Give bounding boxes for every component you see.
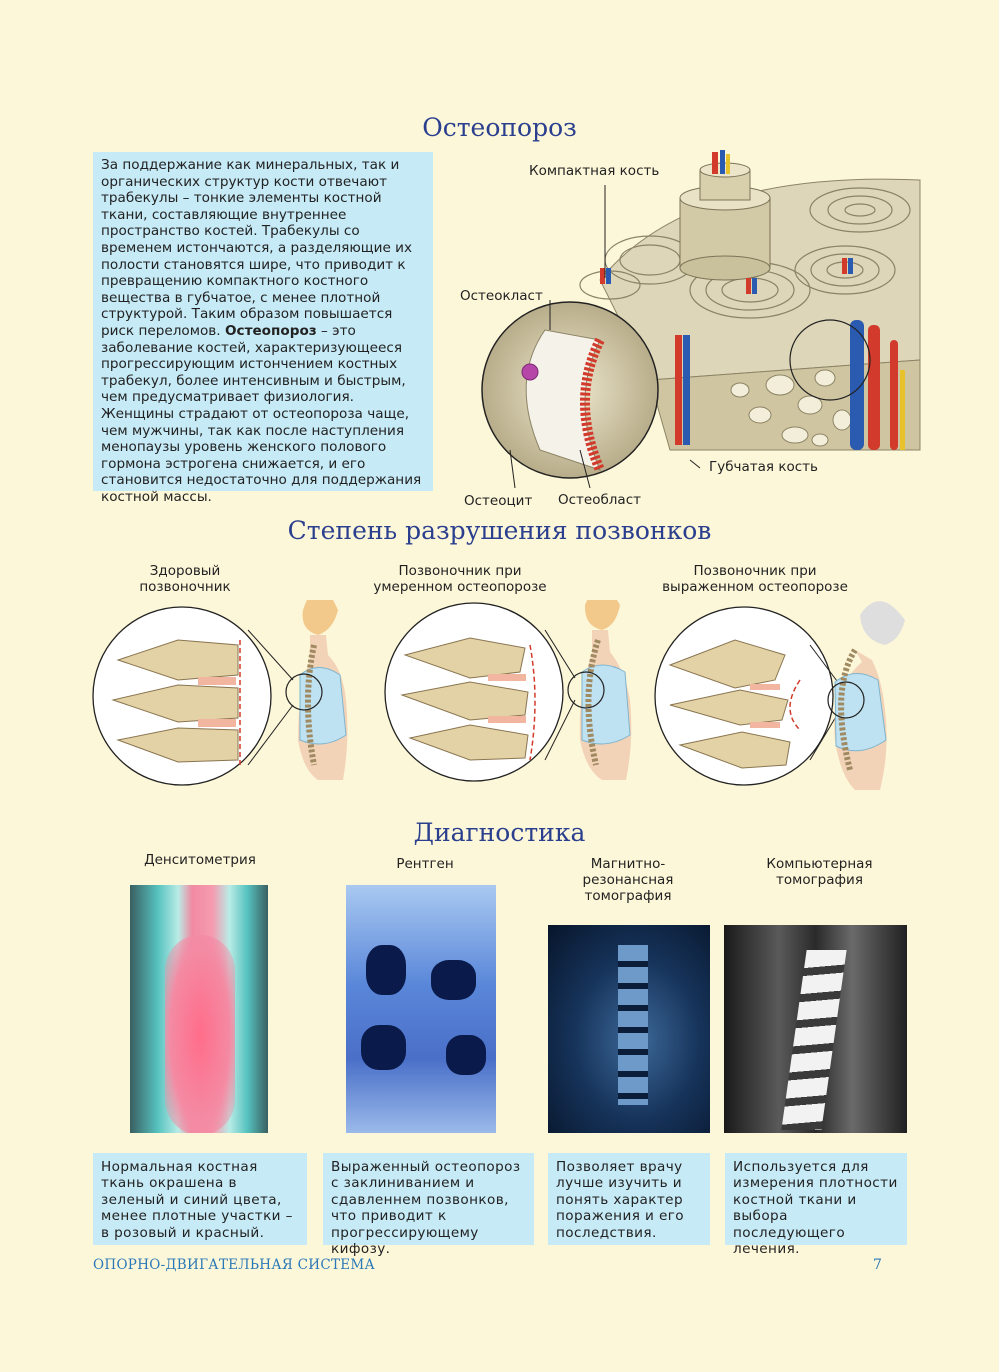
stage-label-healthy <box>95 563 275 595</box>
description-text-start: За поддержание как минеральных, так и органических структур кости отвечают трабекулы – тонкие элементы костной ткани, составляющие внутреннее пространство костей. Трабекулы со временем истончаются, а разделяющие их полости становятся шире, что приводит к превращению компактного костного вещества в губчатое, с менее плотной структурой. Таким образом повышается риск переломов. <box>101 157 413 339</box>
stage-label-line: Позвоночник при <box>398 563 522 579</box>
label-spongy-bone: Губчатая кость <box>709 459 819 475</box>
stage-illustration-moderate <box>380 600 650 805</box>
method-name-line: Магнитно- <box>590 856 666 872</box>
stage-label-line: Позвоночник при <box>693 563 817 579</box>
stage-label-line: Здоровый <box>149 563 221 579</box>
section-title-vertebrae: Степень разрушения позвонков <box>287 516 712 545</box>
osteoporosis-description <box>93 152 433 505</box>
caption-mri: Позволяет врачу лучше изучить и понять характер поражения и его последствия. <box>548 1153 710 1245</box>
caption-densitometry: Нормальная костная ткань окрашена в зеленый и синий цвета, менее плотные участки – в розовый и красный. <box>93 1153 307 1245</box>
caption-ct: Используется для измерения плотности костной ткани и выбора последующего лечения. <box>725 1153 907 1245</box>
mri-image <box>548 925 710 1133</box>
method-name-line: резонансная <box>582 872 674 888</box>
label-osteoblast: Остеобласт <box>558 492 641 508</box>
method-name-xray <box>335 856 515 872</box>
footer-section-name: ОПОРНО-ДВИГАТЕЛЬНАЯ СИСТЕМА <box>93 1257 376 1273</box>
xray-image <box>346 885 496 1133</box>
stage-illustration-severe <box>650 600 920 805</box>
description-text-end: – это заболевание костей, характеризующееся прогрессирующим истончением костных трабекул, более интенсивным и быстрым, чем предусматривает физиология. Женщины страдают от остеопороза чаще, чем мужчины, так как после наступления менопаузы уровень женского полового гормона эстрогена снижается, и его становится недостаточно для поддержания костной массы. <box>101 322 422 505</box>
method-name-densitometry <box>110 852 290 868</box>
section-title-osteoporosis: Остеопороз <box>422 113 577 142</box>
footer-page-number: 7 <box>873 1257 882 1273</box>
densitometry-image <box>130 885 268 1133</box>
label-compact-bone: Компактная кость <box>529 163 660 179</box>
caption-xray: Выраженный остеопороз с заклиниванием и сдавленнем позвонков, что приводит к прогрессирующему кифозу. <box>323 1153 534 1245</box>
stage-label-line: позвоночник <box>139 579 231 595</box>
section-title-diagnostics: Диагностика <box>413 818 586 847</box>
stage-label-line: умеренном остеопорозе <box>373 579 547 595</box>
label-osteoclast: Остеокласт <box>460 288 543 304</box>
stage-label-moderate <box>355 563 565 595</box>
label-osteocyte: Остеоцит <box>464 493 533 509</box>
stage-illustration-healthy <box>88 600 368 805</box>
method-name-line: Компьютерная <box>766 856 873 872</box>
method-name-line: томография <box>584 888 672 904</box>
method-name-ct <box>727 856 912 888</box>
method-name-line: томография <box>776 872 863 888</box>
method-name-line: Рентген <box>396 856 454 872</box>
method-name-mri <box>538 856 718 904</box>
stage-label-severe <box>645 563 865 595</box>
bone-structure-illustration <box>450 150 970 510</box>
stage-label-line: выраженном остеопорозе <box>662 579 848 595</box>
ct-image <box>724 925 907 1133</box>
method-name-line: Денситометрия <box>144 852 256 868</box>
description-term: Остеопороз <box>224 322 317 339</box>
